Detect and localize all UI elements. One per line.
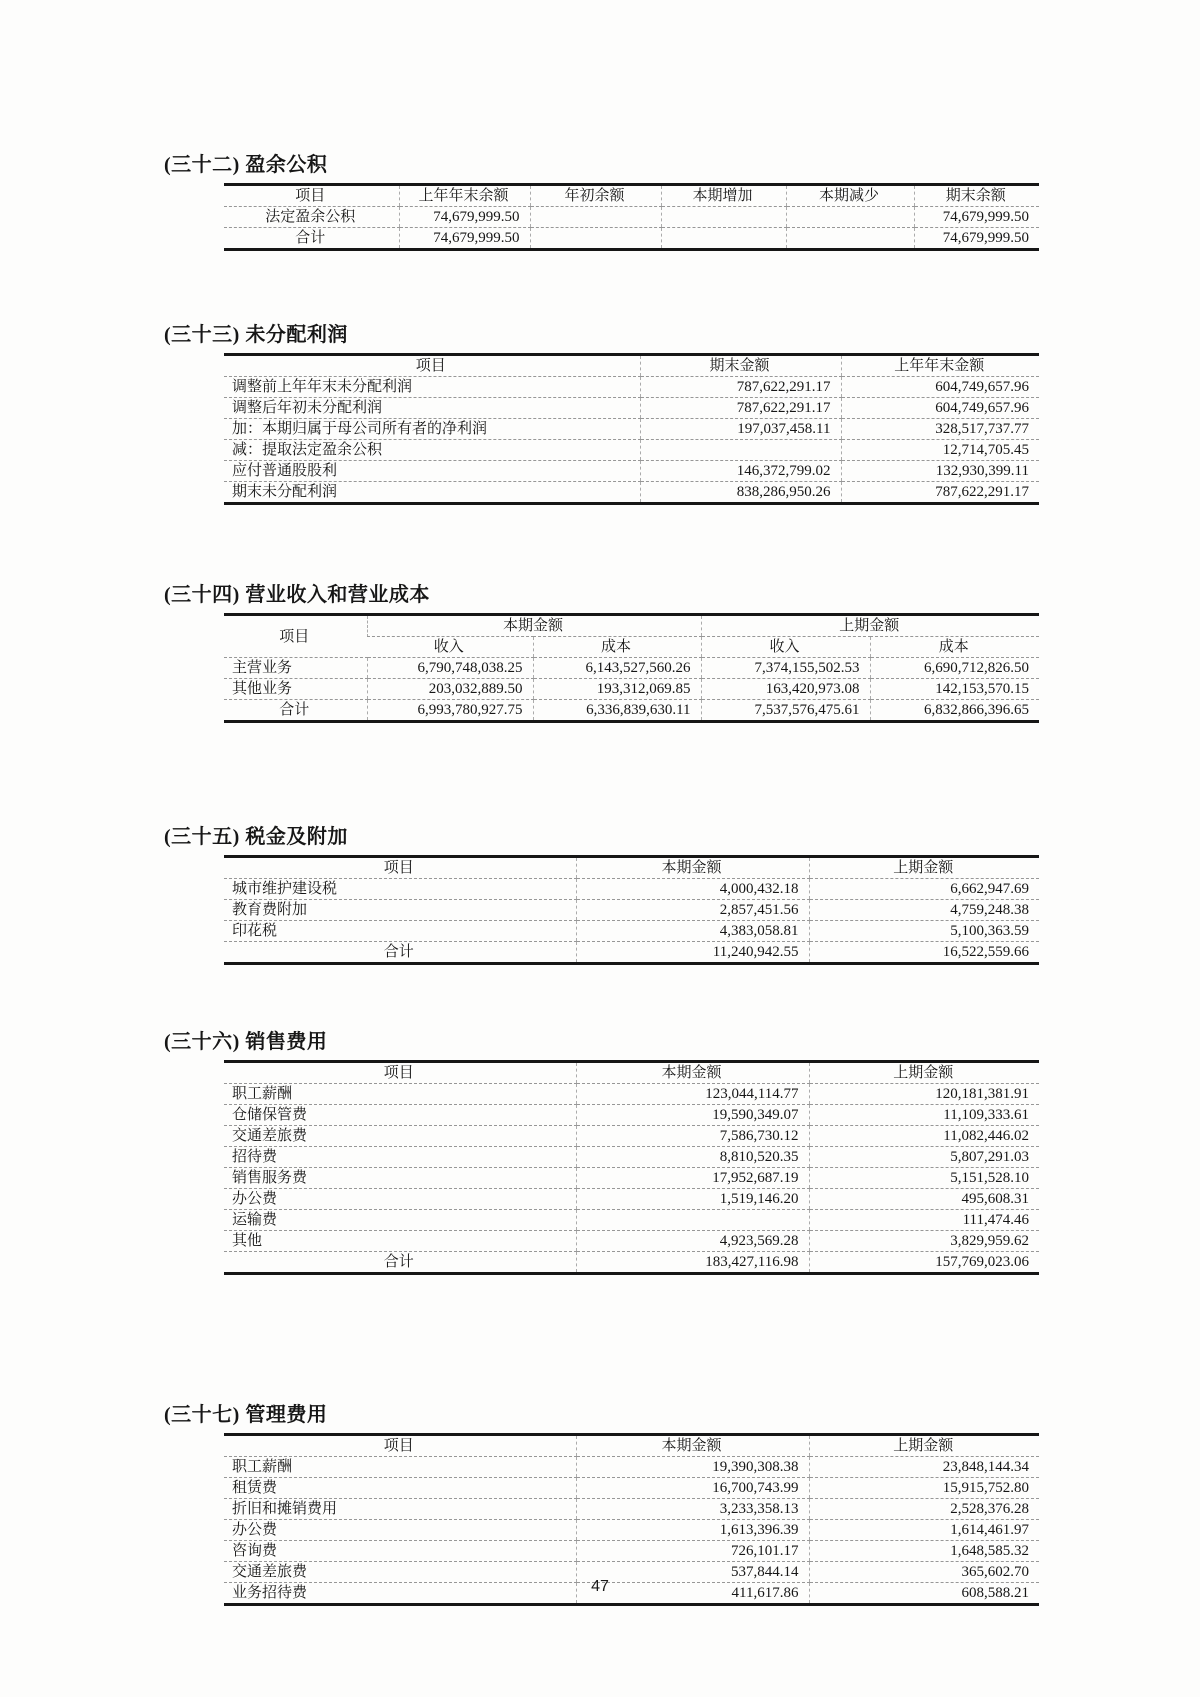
amount-cell: 2,857,451.56 — [576, 900, 809, 921]
row-label: 调整后年初未分配利润 — [224, 398, 640, 419]
table-row — [224, 1499, 1039, 1520]
amount-cell: 7,537,576,475.61 — [701, 700, 870, 722]
column-header: 上期金额 — [701, 615, 1039, 637]
amount-cell: 203,032,889.50 — [367, 679, 533, 700]
row-label: 办公费 — [224, 1520, 576, 1541]
amount-cell: 4,000,432.18 — [576, 879, 809, 900]
table-row — [224, 461, 1039, 482]
amount-cell: 12,714,705.45 — [841, 440, 1039, 461]
table-header-row — [224, 857, 1039, 879]
row-label: 减：提取法定盈余公积 — [224, 440, 640, 461]
row-label: 教育费附加 — [224, 900, 576, 921]
amount-cell: 111,474.46 — [809, 1210, 1039, 1231]
amount-cell: 6,143,527,560.26 — [533, 658, 701, 679]
amount-cell: 4,759,248.38 — [809, 900, 1039, 921]
row-label: 折旧和摊销费用 — [224, 1499, 576, 1520]
surplus-reserve-table — [224, 183, 1039, 251]
amount-cell — [530, 228, 661, 250]
row-label: 业务招待费 — [232, 1585, 308, 1601]
amount-cell: 146,372,799.02 — [640, 461, 841, 482]
row-label: 职工薪酬 — [224, 1457, 576, 1478]
column-header: 年初余额 — [530, 185, 661, 207]
column-header: 上期金额 — [809, 1062, 1039, 1084]
amount-cell: 7,586,730.12 — [576, 1126, 809, 1147]
amount-cell: 537,844.14 — [576, 1562, 809, 1583]
row-label: 招待费 — [224, 1147, 576, 1168]
column-header: 本期减少 — [786, 185, 914, 207]
amount-cell: 1,519,146.20 — [576, 1189, 809, 1210]
column-header: 上期金额 — [809, 857, 1039, 879]
table-header-row — [224, 1435, 1039, 1457]
amount-cell: 74,679,999.50 — [914, 207, 1039, 228]
table-row — [224, 1541, 1039, 1562]
table-row — [224, 1168, 1039, 1189]
table-total-row — [224, 228, 1039, 250]
amount-cell: 16,522,559.66 — [809, 942, 1039, 964]
table-row — [224, 207, 1039, 228]
amount-cell: 6,690,712,826.50 — [870, 658, 1039, 679]
column-header: 项目 — [224, 1062, 576, 1084]
column-subheader: 成本 — [870, 637, 1039, 658]
amount-cell: 604,749,657.96 — [841, 398, 1039, 419]
amount-cell: 132,930,399.11 — [841, 461, 1039, 482]
amount-cell — [576, 1210, 809, 1231]
amount-cell: 6,993,780,927.75 — [367, 700, 533, 722]
table-row — [224, 1147, 1039, 1168]
row-label: 运输费 — [224, 1210, 576, 1231]
amount-cell: 6,790,748,038.25 — [367, 658, 533, 679]
row-label: 仓储保管费 — [224, 1105, 576, 1126]
section-heading: (三十四) 营业收入和营业成本 — [164, 584, 430, 606]
amount-cell: 411,617.86 — [576, 1583, 809, 1605]
undistributed-profit-table — [224, 353, 1039, 505]
row-label: 印花税 — [224, 921, 576, 942]
column-header: 项目 — [224, 1435, 576, 1457]
row-label: 主营业务 — [224, 658, 367, 679]
table-row — [224, 440, 1039, 461]
amount-cell: 726,101.17 — [576, 1541, 809, 1562]
row-label: 调整前上年年末未分配利润 — [224, 377, 640, 398]
amount-cell: 183,427,116.98 — [576, 1252, 809, 1274]
section-taxes-surcharges — [164, 820, 1040, 965]
table-row — [224, 1520, 1039, 1541]
column-subheader: 收入 — [701, 637, 870, 658]
amount-cell: 1,648,585.32 — [809, 1541, 1039, 1562]
amount-cell: 787,622,291.17 — [640, 377, 841, 398]
amount-cell — [786, 207, 914, 228]
amount-cell: 787,622,291.17 — [841, 482, 1039, 504]
amount-cell: 3,829,959.62 — [809, 1231, 1039, 1252]
table-total-row — [224, 1252, 1039, 1274]
table-row — [224, 679, 1039, 700]
amount-cell: 197,037,458.11 — [640, 419, 841, 440]
amount-cell: 163,420,973.08 — [701, 679, 870, 700]
amount-cell: 5,100,363.59 — [809, 921, 1039, 942]
section-heading: (三十五) 税金及附加 — [164, 826, 348, 848]
table-total-row — [224, 700, 1039, 722]
amount-cell: 193,312,069.85 — [533, 679, 701, 700]
amount-cell: 157,769,023.06 — [809, 1252, 1039, 1274]
amount-cell: 11,082,446.02 — [809, 1126, 1039, 1147]
column-header: 项目 — [224, 185, 399, 207]
row-label: 合计 — [295, 230, 326, 246]
table-row — [224, 419, 1039, 440]
table-row — [224, 658, 1039, 679]
amount-cell: 123,044,114.77 — [576, 1084, 809, 1105]
amount-cell: 6,662,947.69 — [809, 879, 1039, 900]
row-label: 应付普通股股利 — [224, 461, 640, 482]
amount-cell: 1,614,461.97 — [809, 1520, 1039, 1541]
column-header: 期末余额 — [914, 185, 1039, 207]
amount-cell: 19,590,349.07 — [576, 1105, 809, 1126]
table-row — [224, 377, 1039, 398]
row-label: 其他业务 — [224, 679, 367, 700]
amount-cell: 15,915,752.80 — [809, 1478, 1039, 1499]
section-heading: (三十二) 盈余公积 — [164, 154, 328, 176]
table-row — [224, 1105, 1039, 1126]
amount-cell: 17,952,687.19 — [576, 1168, 809, 1189]
row-label: 期末未分配利润 — [232, 484, 338, 500]
amount-cell: 608,588.21 — [809, 1583, 1039, 1605]
row-label: 城市维护建设税 — [224, 879, 576, 900]
amount-cell: 142,153,570.15 — [870, 679, 1039, 700]
section-selling-expenses — [164, 1025, 1040, 1275]
row-label: 合计 — [383, 1254, 414, 1270]
column-subheader: 成本 — [533, 637, 701, 658]
amount-cell: 1,613,396.39 — [576, 1520, 809, 1541]
amount-cell: 5,151,528.10 — [809, 1168, 1039, 1189]
section-heading: (三十三) 未分配利润 — [164, 324, 348, 346]
amount-cell: 8,810,520.35 — [576, 1147, 809, 1168]
amount-cell — [640, 440, 841, 461]
table-row — [224, 1189, 1039, 1210]
amount-cell: 4,923,569.28 — [576, 1231, 809, 1252]
amount-cell — [661, 207, 786, 228]
amount-cell: 604,749,657.96 — [841, 377, 1039, 398]
amount-cell: 4,383,058.81 — [576, 921, 809, 942]
table-header-row — [224, 355, 1039, 377]
amount-cell: 74,679,999.50 — [399, 207, 530, 228]
amount-cell: 2,528,376.28 — [809, 1499, 1039, 1520]
column-header: 本期增加 — [661, 185, 786, 207]
amount-cell: 23,848,144.34 — [809, 1457, 1039, 1478]
amount-cell — [530, 207, 661, 228]
column-subheader: 收入 — [367, 637, 533, 658]
amount-cell: 328,517,737.77 — [841, 419, 1039, 440]
taxes-surcharges-table — [224, 855, 1039, 965]
amount-cell: 11,109,333.61 — [809, 1105, 1039, 1126]
table-row — [224, 482, 1039, 504]
amount-cell — [661, 228, 786, 250]
amount-cell: 11,240,942.55 — [576, 942, 809, 964]
table-row — [224, 1126, 1039, 1147]
column-header: 项目 — [224, 355, 640, 377]
row-label: 其他 — [224, 1231, 576, 1252]
row-label: 合计 — [279, 702, 310, 718]
amount-cell: 787,622,291.17 — [640, 398, 841, 419]
table-row — [224, 398, 1039, 419]
table-row — [224, 1478, 1039, 1499]
table-total-row — [224, 942, 1039, 964]
section-revenue-cost — [164, 578, 1040, 723]
column-header: 本期金额 — [576, 1062, 809, 1084]
page-number: 47 — [591, 1578, 609, 1595]
section-heading: (三十七) 管理费用 — [164, 1404, 328, 1426]
column-header: 本期金额 — [576, 857, 809, 879]
table-row — [224, 1457, 1039, 1478]
amount-cell: 7,374,155,502.53 — [701, 658, 870, 679]
table-header-row — [224, 1062, 1039, 1084]
table-row — [224, 1231, 1039, 1252]
table-header-row — [224, 185, 1039, 207]
table-header-row — [224, 615, 1039, 637]
amount-cell: 74,679,999.50 — [399, 228, 530, 250]
amount-cell: 19,390,308.38 — [576, 1457, 809, 1478]
column-header: 上年年末余额 — [399, 185, 530, 207]
column-header: 本期金额 — [367, 615, 701, 637]
selling-expenses-table — [224, 1060, 1039, 1275]
amount-cell: 3,233,358.13 — [576, 1499, 809, 1520]
section-admin-expenses — [164, 1398, 1040, 1606]
table-row — [224, 1084, 1039, 1105]
table-row — [224, 1210, 1039, 1231]
amount-cell: 495,608.31 — [809, 1189, 1039, 1210]
row-label: 职工薪酬 — [224, 1084, 576, 1105]
amount-cell: 6,832,866,396.65 — [870, 700, 1039, 722]
row-label: 销售服务费 — [224, 1168, 576, 1189]
table-row — [224, 879, 1039, 900]
section-heading: (三十六) 销售费用 — [164, 1031, 328, 1053]
section-surplus-reserve — [164, 148, 1040, 251]
row-label: 办公费 — [224, 1189, 576, 1210]
row-label: 咨询费 — [224, 1541, 576, 1562]
amount-cell — [786, 228, 914, 250]
row-label: 交通差旅费 — [224, 1126, 576, 1147]
column-header: 上年年末金额 — [841, 355, 1039, 377]
column-header: 期末金额 — [640, 355, 841, 377]
row-label: 合计 — [383, 944, 414, 960]
amount-cell: 838,286,950.26 — [640, 482, 841, 504]
amount-cell: 16,700,743.99 — [576, 1478, 809, 1499]
revenue-cost-table — [224, 613, 1039, 723]
amount-cell: 120,181,381.91 — [809, 1084, 1039, 1105]
table-row — [224, 900, 1039, 921]
row-label: 法定盈余公积 — [224, 207, 399, 228]
column-header: 项目 — [224, 857, 576, 879]
column-header: 上期金额 — [809, 1435, 1039, 1457]
row-label: 交通差旅费 — [224, 1562, 576, 1583]
amount-cell: 74,679,999.50 — [914, 228, 1039, 250]
row-label: 租赁费 — [224, 1478, 576, 1499]
column-header: 项目 — [224, 615, 367, 658]
table-row — [224, 921, 1039, 942]
amount-cell: 365,602.70 — [809, 1562, 1039, 1583]
amount-cell: 5,807,291.03 — [809, 1147, 1039, 1168]
section-undistributed-profit — [164, 318, 1040, 505]
amount-cell: 6,336,839,630.11 — [533, 700, 701, 722]
row-label: 加：本期归属于母公司所有者的净利润 — [224, 419, 640, 440]
column-header: 本期金额 — [576, 1435, 809, 1457]
